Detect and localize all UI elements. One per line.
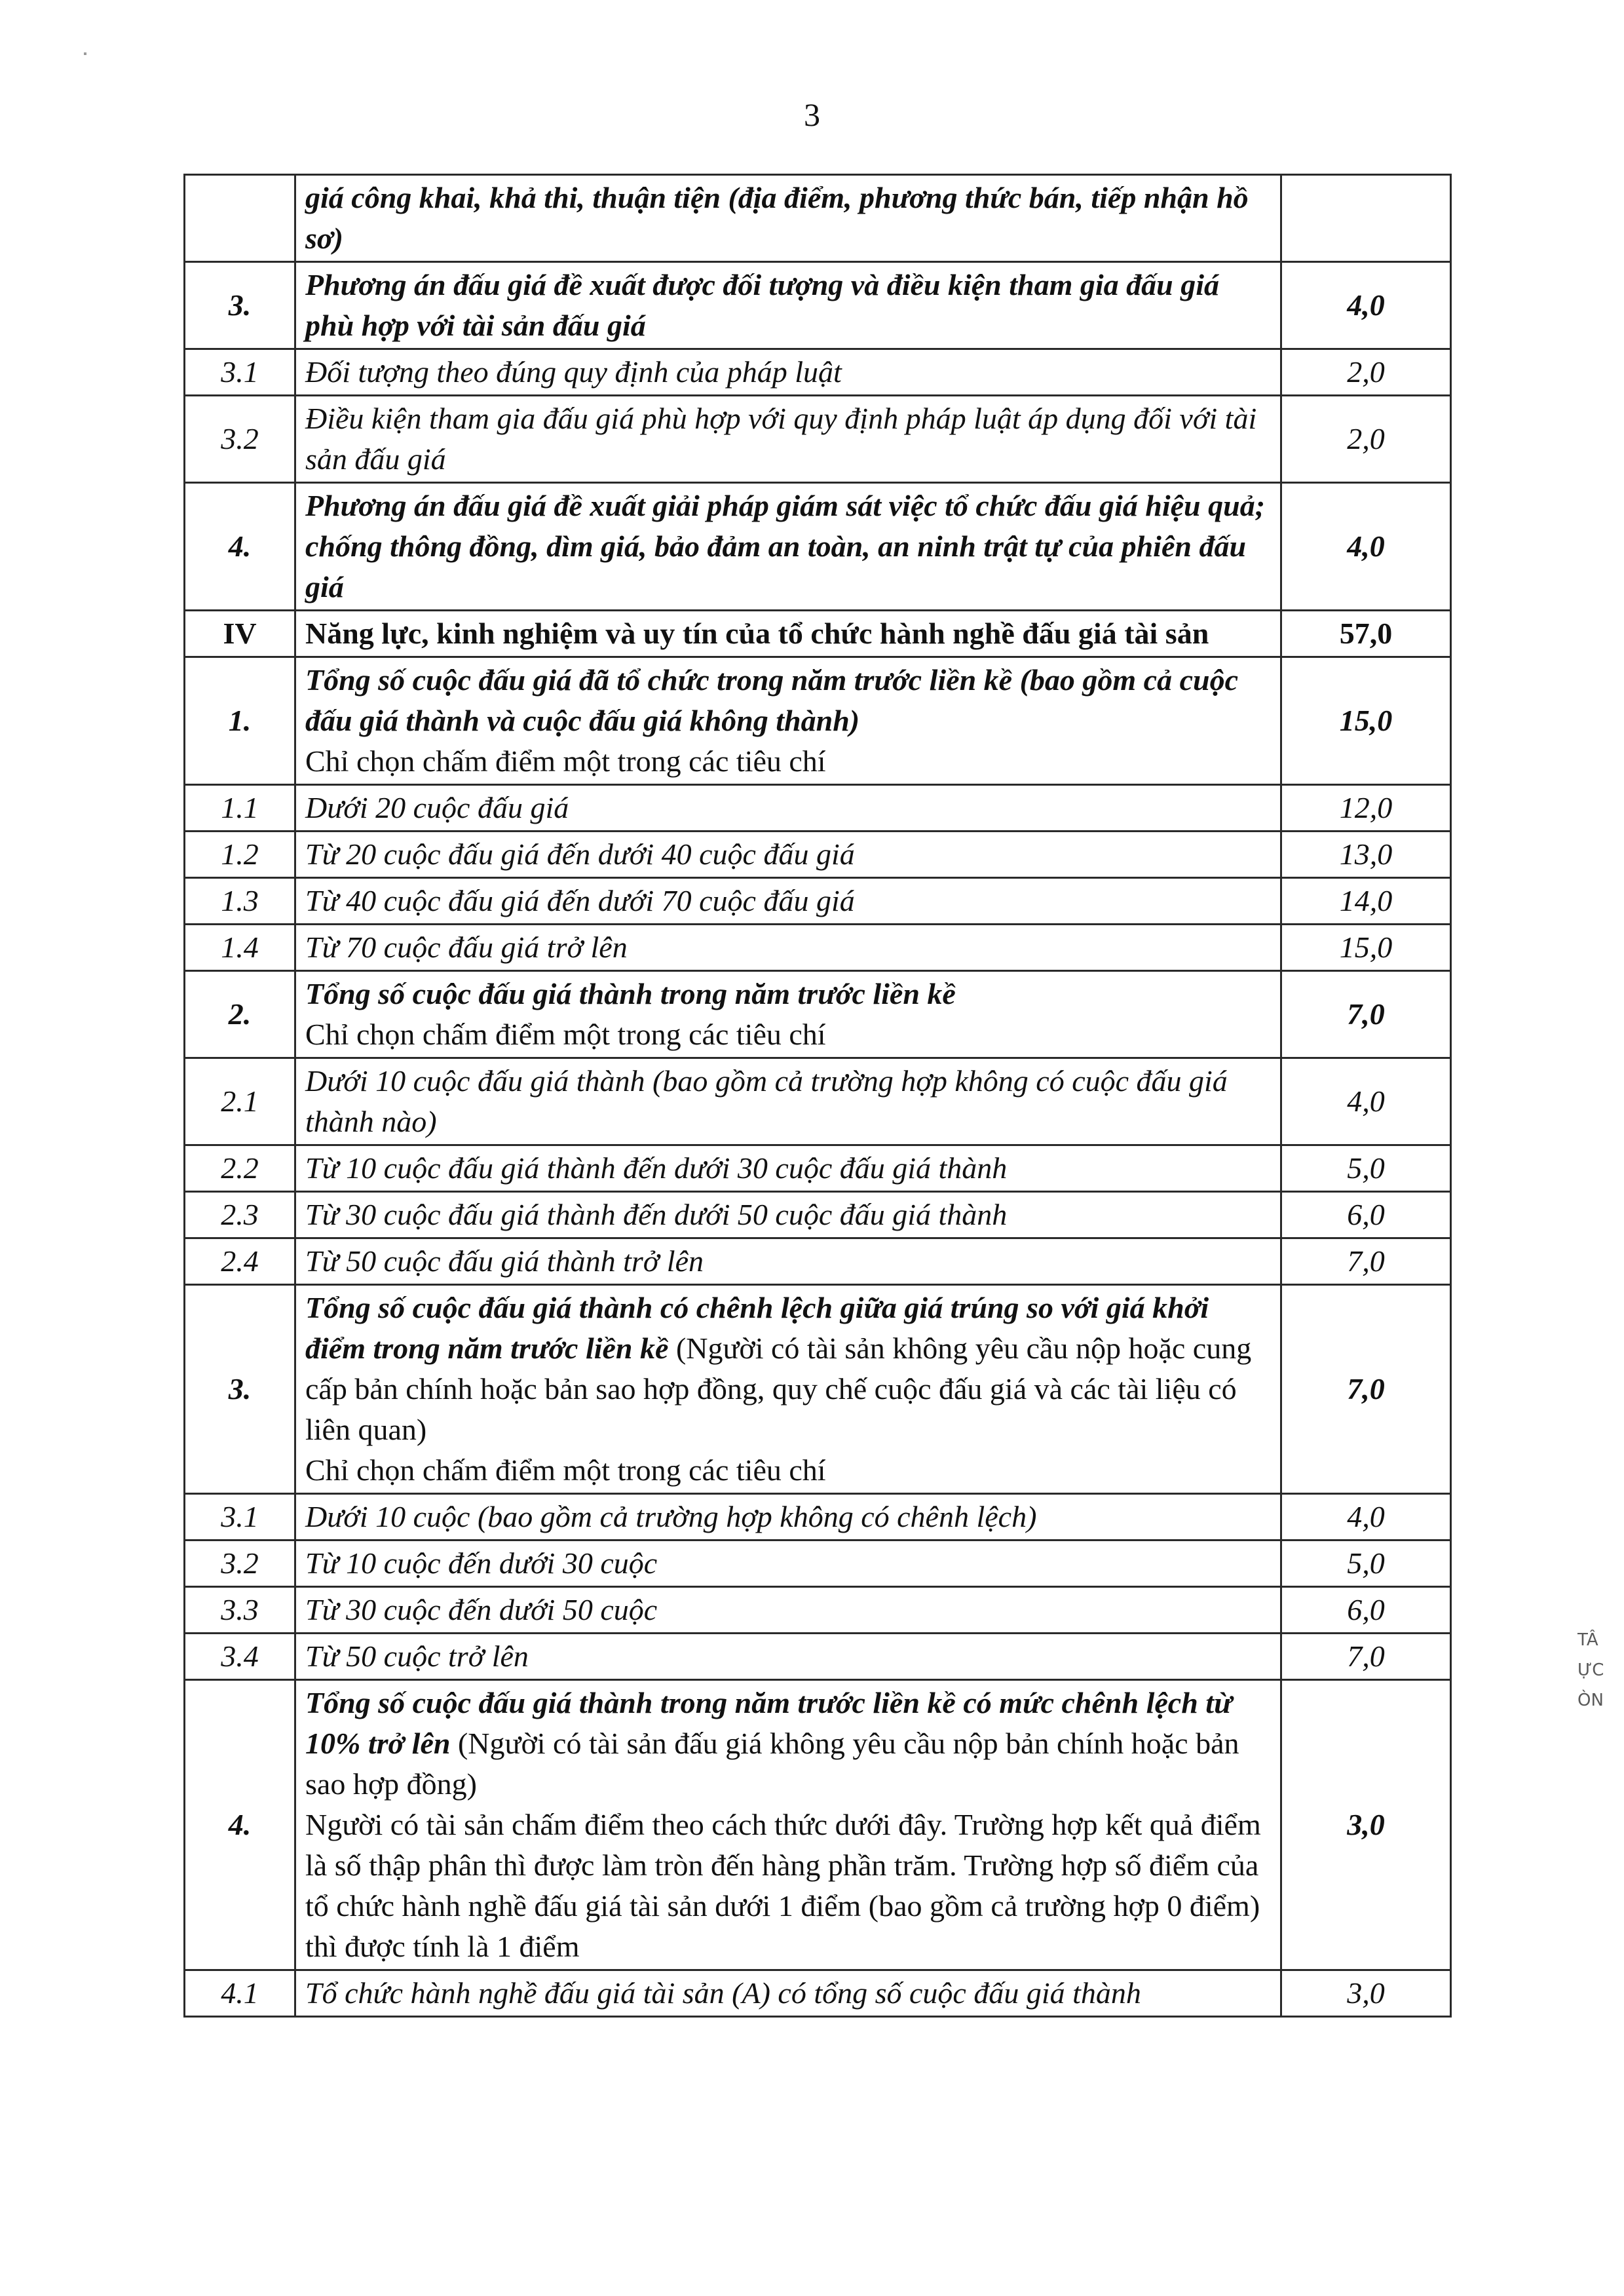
criteria-description xyxy=(295,832,1281,878)
criteria-number: 3. xyxy=(185,262,295,349)
criteria-description xyxy=(295,1238,1281,1285)
criteria-row xyxy=(185,925,1451,971)
criteria-score: 14,0 xyxy=(1281,878,1451,925)
criteria-row xyxy=(185,785,1451,832)
page-number: 3 xyxy=(804,96,820,133)
criteria-heading: Tổng số cuộc đấu giá đã tổ chức trong năm trước liền kề (bao gồm cả cuộc đấu giá thành và cuộc đấu giá không thành) xyxy=(305,663,1239,737)
criteria-heading: Từ 30 cuộc đấu giá thành đến dưới 50 cuộc đấu giá thành xyxy=(305,1198,1008,1231)
criteria-row xyxy=(185,1145,1451,1192)
criteria-description xyxy=(295,657,1281,785)
scan-speck xyxy=(84,52,86,55)
criteria-row xyxy=(185,175,1451,262)
criteria-number: 1.2 xyxy=(185,832,295,878)
criteria-number: 2.3 xyxy=(185,1192,295,1238)
criteria-heading: Dưới 10 cuộc (bao gồm cả trường hợp không có chênh lệch) xyxy=(305,1500,1037,1533)
stamp-line: ỰC xyxy=(1577,1660,1604,1680)
criteria-number: 3. xyxy=(185,1285,295,1494)
margin-stamp-fragment xyxy=(1577,1625,1617,1715)
criteria-row xyxy=(185,657,1451,785)
criteria-heading: Từ 30 cuộc đến dưới 50 cuộc xyxy=(305,1593,658,1626)
criteria-score: 4,0 xyxy=(1281,483,1451,611)
criteria-row xyxy=(185,483,1451,611)
criteria-score: 6,0 xyxy=(1281,1587,1451,1634)
criteria-number: 2.4 xyxy=(185,1238,295,1285)
criteria-inline-note: (Người có tài sản đấu giá không yêu cầu nộp bản chính hoặc bản sao hợp đồng) xyxy=(305,1727,1239,1801)
criteria-heading: Dưới 20 cuộc đấu giá xyxy=(305,791,569,824)
criteria-description xyxy=(295,971,1281,1058)
criteria-description xyxy=(295,175,1281,262)
criteria-heading: Đối tượng theo đúng quy định của pháp luật xyxy=(305,355,842,389)
criteria-number: 2.2 xyxy=(185,1145,295,1192)
criteria-row xyxy=(185,832,1451,878)
criteria-description xyxy=(295,785,1281,832)
criteria-number: 1.4 xyxy=(185,925,295,971)
criteria-heading: Từ 10 cuộc đến dưới 30 cuộc xyxy=(305,1546,658,1580)
criteria-row xyxy=(185,262,1451,349)
criteria-note: Người có tài sản chấm điểm theo cách thức dưới đây. Trường hợp kết quả điểm là số thập phân thì được làm tròn đến hàng phần trăm. Trường hợp số điểm của tổ chức hành nghề đấu giá tài sản dưới 1 điểm (bao gồm cả trường hợp 0 điểm) thì được tính là 1 điểm xyxy=(305,1808,1261,1963)
criteria-number: 3.2 xyxy=(185,1540,295,1587)
criteria-description xyxy=(295,1680,1281,1970)
criteria-number xyxy=(185,175,295,262)
criteria-score: 4,0 xyxy=(1281,262,1451,349)
criteria-description xyxy=(295,349,1281,396)
criteria-heading: Từ 70 cuộc đấu giá trở lên xyxy=(305,930,628,964)
criteria-number: 2.1 xyxy=(185,1058,295,1145)
criteria-description xyxy=(295,611,1281,657)
stamp-line: ÒN xyxy=(1577,1691,1604,1710)
criteria-score xyxy=(1281,175,1451,262)
criteria-score: 3,0 xyxy=(1281,1680,1451,1970)
criteria-score: 57,0 xyxy=(1281,611,1451,657)
criteria-note: Chỉ chọn chấm điểm một trong các tiêu chí xyxy=(305,744,826,778)
criteria-description xyxy=(295,1540,1281,1587)
criteria-row xyxy=(185,1970,1451,2017)
criteria-heading: Tổ chức hành nghề đấu giá tài sản (A) có tổng số cuộc đấu giá thành xyxy=(305,1976,1141,2010)
criteria-description xyxy=(295,262,1281,349)
criteria-heading: Điều kiện tham gia đấu giá phù hợp với quy định pháp luật áp dụng đối với tài sản đấu giá xyxy=(305,402,1257,476)
criteria-score: 2,0 xyxy=(1281,349,1451,396)
criteria-number: 3.3 xyxy=(185,1587,295,1634)
criteria-description xyxy=(295,1285,1281,1494)
criteria-row xyxy=(185,1540,1451,1587)
criteria-row xyxy=(185,349,1451,396)
criteria-score: 3,0 xyxy=(1281,1970,1451,2017)
criteria-score: 5,0 xyxy=(1281,1540,1451,1587)
stamp-line: TÂ xyxy=(1577,1630,1598,1650)
criteria-description xyxy=(295,1145,1281,1192)
criteria-score: 12,0 xyxy=(1281,785,1451,832)
criteria-number: 4. xyxy=(185,1680,295,1970)
criteria-description xyxy=(295,878,1281,925)
criteria-description xyxy=(295,1058,1281,1145)
criteria-description xyxy=(295,1494,1281,1540)
criteria-number: 1. xyxy=(185,657,295,785)
criteria-row xyxy=(185,1587,1451,1634)
criteria-table-body xyxy=(185,175,1451,2017)
criteria-number: 1.1 xyxy=(185,785,295,832)
criteria-heading: Tổng số cuộc đấu giá thành trong năm trước liền kề xyxy=(305,977,956,1010)
criteria-number: 4. xyxy=(185,483,295,611)
criteria-heading: Từ 50 cuộc đấu giá thành trở lên xyxy=(305,1244,704,1278)
criteria-heading: Từ 10 cuộc đấu giá thành đến dưới 30 cuộc đấu giá thành xyxy=(305,1151,1008,1185)
criteria-score: 15,0 xyxy=(1281,657,1451,785)
criteria-score: 4,0 xyxy=(1281,1058,1451,1145)
criteria-description xyxy=(295,1192,1281,1238)
criteria-score: 5,0 xyxy=(1281,1145,1451,1192)
criteria-heading: Từ 20 cuộc đấu giá đến dưới 40 cuộc đấu giá xyxy=(305,837,855,871)
criteria-row xyxy=(185,396,1451,483)
criteria-heading: Từ 50 cuộc trở lên xyxy=(305,1639,529,1673)
criteria-number: 3.1 xyxy=(185,1494,295,1540)
criteria-heading: Dưới 10 cuộc đấu giá thành (bao gồm cả trường hợp không có cuộc đấu giá thành nào) xyxy=(305,1064,1228,1138)
criteria-row xyxy=(185,971,1451,1058)
criteria-heading: Tổng số cuộc đấu giá thành trong năm trước liền kề có mức chênh lệch từ 10% trở lên xyxy=(305,1686,1232,1760)
criteria-number: 3.1 xyxy=(185,349,295,396)
criteria-score: 6,0 xyxy=(1281,1192,1451,1238)
criteria-heading: Tổng số cuộc đấu giá thành có chênh lệch giữa giá trúng so với giá khởi điểm trong năm trước liền kề xyxy=(305,1291,1209,1365)
criteria-row xyxy=(185,1285,1451,1494)
criteria-heading: giá công khai, khả thi, thuận tiện (địa điểm, phương thức bán, tiếp nhận hồ sơ) xyxy=(305,181,1249,255)
criteria-row xyxy=(185,1058,1451,1145)
criteria-heading: Từ 40 cuộc đấu giá đến dưới 70 cuộc đấu giá xyxy=(305,884,855,917)
criteria-score: 7,0 xyxy=(1281,1285,1451,1494)
criteria-row xyxy=(185,611,1451,657)
criteria-score: 7,0 xyxy=(1281,1634,1451,1680)
criteria-heading: Phương án đấu giá đề xuất giải pháp giám sát việc tổ chức đấu giá hiệu quả; chống thông đồng, dìm giá, bảo đảm an toàn, an ninh trật tự của phiên đấu giá xyxy=(305,489,1266,603)
criteria-description xyxy=(295,396,1281,483)
criteria-row xyxy=(185,1192,1451,1238)
criteria-row xyxy=(185,1634,1451,1680)
scoring-criteria-table xyxy=(183,174,1452,2018)
criteria-score: 7,0 xyxy=(1281,971,1451,1058)
criteria-note: Chỉ chọn chấm điểm một trong các tiêu chí xyxy=(305,1453,826,1487)
criteria-number: 3.2 xyxy=(185,396,295,483)
criteria-score: 2,0 xyxy=(1281,396,1451,483)
criteria-description xyxy=(295,483,1281,611)
criteria-row xyxy=(185,1238,1451,1285)
criteria-description xyxy=(295,1587,1281,1634)
criteria-heading: Năng lực, kinh nghiệm và uy tín của tổ chức hành nghề đấu giá tài sản xyxy=(305,617,1209,650)
criteria-score: 7,0 xyxy=(1281,1238,1451,1285)
criteria-row xyxy=(185,1680,1451,1970)
criteria-heading: Phương án đấu giá đề xuất được đối tượng và điều kiện tham gia đấu giá phù hợp với tài sản đấu giá xyxy=(305,268,1220,342)
criteria-score: 4,0 xyxy=(1281,1494,1451,1540)
criteria-description xyxy=(295,1634,1281,1680)
criteria-score: 15,0 xyxy=(1281,925,1451,971)
criteria-number: IV xyxy=(185,611,295,657)
criteria-number: 1.3 xyxy=(185,878,295,925)
criteria-number: 3.4 xyxy=(185,1634,295,1680)
criteria-row xyxy=(185,1494,1451,1540)
criteria-description xyxy=(295,1970,1281,2017)
criteria-row xyxy=(185,878,1451,925)
criteria-number: 4.1 xyxy=(185,1970,295,2017)
criteria-number: 2. xyxy=(185,971,295,1058)
criteria-note: Chỉ chọn chấm điểm một trong các tiêu chí xyxy=(305,1018,826,1051)
criteria-description xyxy=(295,925,1281,971)
criteria-score: 13,0 xyxy=(1281,832,1451,878)
criteria-inline-note: (Người có tài sản không yêu cầu nộp hoặc cung cấp bản chính hoặc bản sao hợp đồng, quy chế cuộc đấu giá và các tài liệu có liên quan) xyxy=(305,1331,1252,1446)
